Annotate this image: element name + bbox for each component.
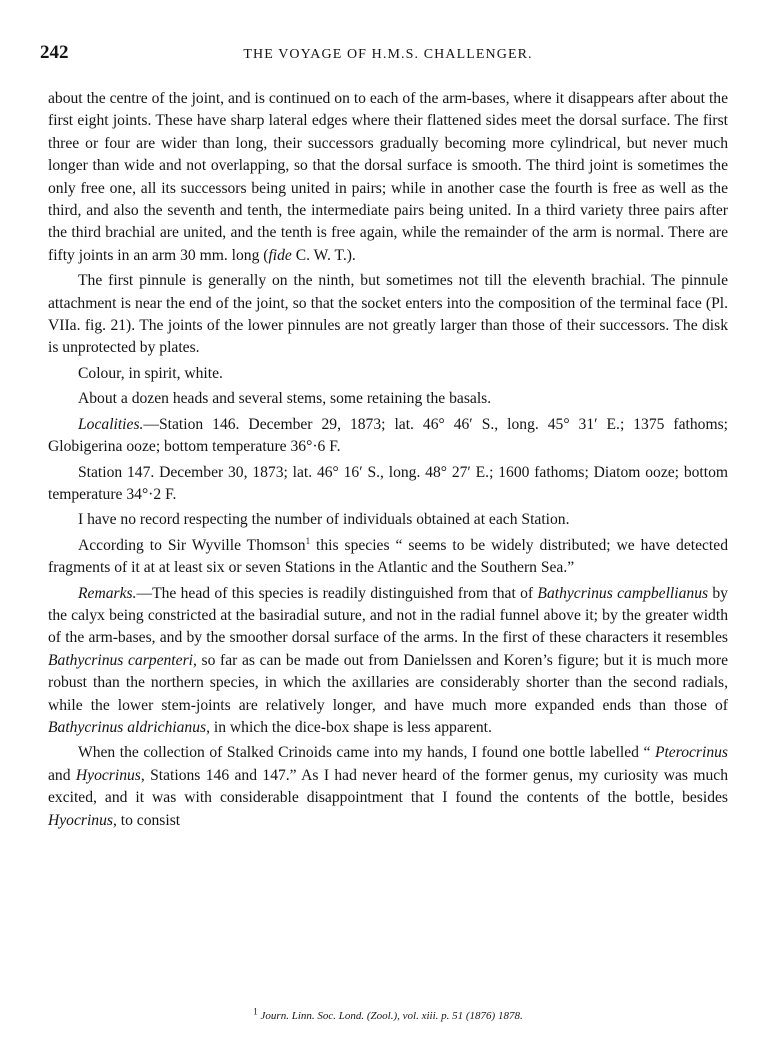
footnote-text: Journ. Linn. Soc. Lond. (Zool.), vol. xiii. p. 51 (1876) 1878. [257,1010,523,1022]
paragraph-thomson-quote: According to Sir Wyville Thomson$^1$ this species “ seems to be widely distributed; we have detected fragments of it at at least six or seven Stations in the Atlantic and the Southern Sea.” [48,535,728,577]
paragraph-pinnules: The first pinnule is generally on the ninth, but sometimes not till the eleventh brachial. The pinnule attachment is near the end of the joint, so that the socket enters into the composition of the terminal face (Pl. VIIa. fig. 21). The joints of the lower pinnules are not greatly larger than those of their successors. The disk is unprotected by plates. [48,272,728,357]
footnote [0,1006,776,1022]
footnote-mark: 1 [253,1006,258,1017]
paragraph-specimens: About a dozen heads and several stems, some retaining the basals. [78,390,492,408]
paragraph-arm-joints: about the centre of the joint, and is continued on to each of the arm-bases, where it disappears after about the first eight joints. These have sharp lateral edges where their flattened sides meet the dorsal surface. The first three or four are wider than long, their successors gradually becoming more cylindrical, but never much longer than wide and not overlapping, so that the dorsal surface is smooth. The third joint is sometimes the only free one, all its successors being united in pairs; while in another case the fourth is free as well as the third, and also the seventh and tenth, the intermediate pairs being united. In a third variety three pairs after the third brachial are united, and the tenth is free again, while the remainder of the arm is normal. There are fifty joints in an arm 30 mm. long (fide C. W. T.). [48,90,728,264]
running-title: THE VOYAGE OF H.M.S. CHALLENGER. [243,47,533,62]
body-text [48,88,728,835]
paragraph-no-record: I have no record respecting the number of individuals obtained at each Station. [78,511,570,529]
paragraph-colour: Colour, in spirit, white. [78,364,223,382]
localities-label: Localities. [78,415,144,433]
paragraph-remarks: Remarks.—The head of this species is readily distinguished from that of Bathycrinus campbellianus by the calyx being constricted at the basiradial suture, and not in the radial funnel above it; by the greater width of the arm-bases, and by the smoother dorsal surface of the arms. In the first of these characters it resembles Bathycrinus carpenteri, so far as can be made out from Danielssen and Koren’s figure; but it is much more robust than the northern species, in which the axillaries are considerably shorter than the second radials, while the lower stem-joints are relatively longer, and have much more expanded ends than those of Bathycrinus aldrichianus, in which the dice-box shape is less apparent. [48,584,728,736]
page-header [40,42,736,68]
footnote-reference: 1 [305,535,311,546]
paragraph-station-147: Station 147. December 30, 1873; lat. 46° 16′ S., long. 48° 27′ E.; 1600 fathoms; Diatom ooze; bottom temperature 34°·2 F. [48,463,728,503]
remarks-label: Remarks. [78,584,137,602]
page-number: 242 [40,42,69,63]
paragraph-collection: When the collection of Stalked Crinoids came into my hands, I found one bottle labelled “ Pterocrinus and Hyocrinus, Stations 146 and 147.” As I had never heard of the former genus, my curiosity was much excited, and it was with considerable disappointment that I found the contents of the bottle, besides Hyocrinus, to consist [48,744,728,829]
paragraph-localities: Localities.—Station 146. December 29, 1873; lat. 46° 46′ S., long. 45° 31′ E.; 1375 fathoms; Globigerina ooze; bottom temperature 36°·6 F. [48,415,728,456]
